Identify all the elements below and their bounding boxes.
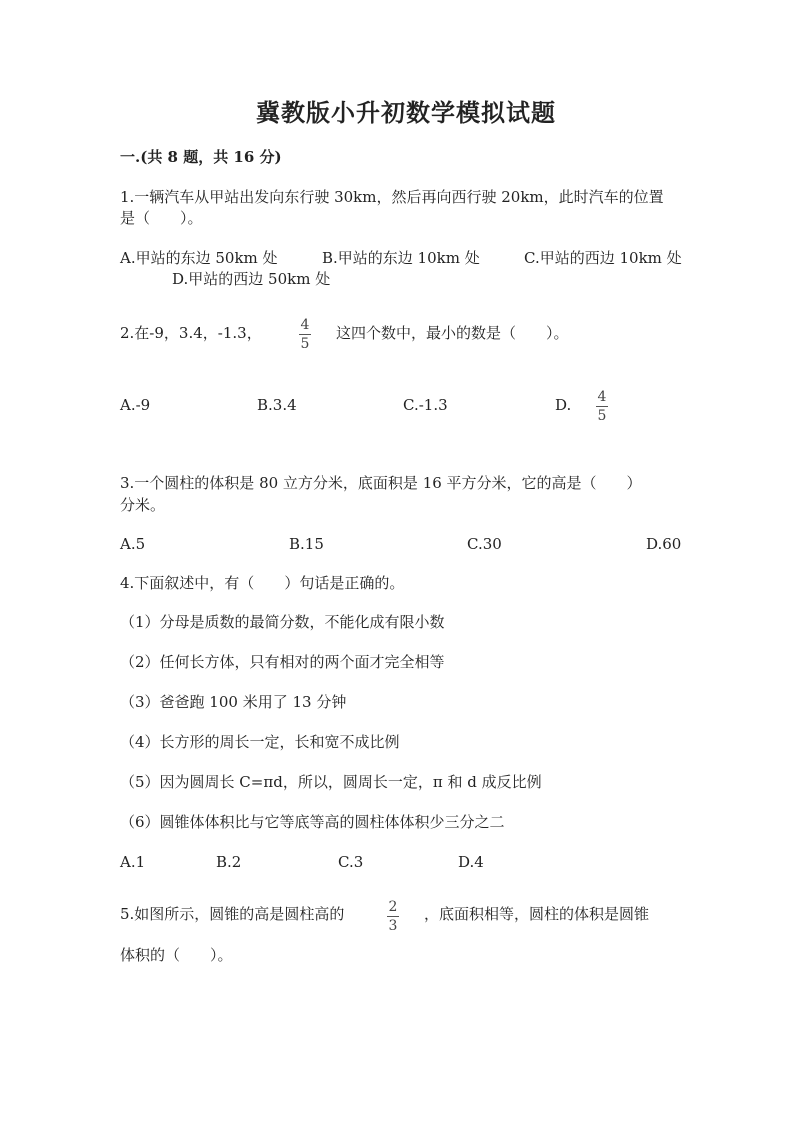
q5-fraction (387, 900, 399, 933)
q5-stem-line2: 体积的（ ）。 (120, 946, 233, 964)
q4-statement-5: （5）因为圆周长 C=πd，所以，圆周长一定，π 和 d 成反比例 (120, 773, 542, 791)
q3-stem-line1: 3.一个圆柱的体积是 80 立方分米，底面积是 16 平方分米，它的高是（ ） (120, 474, 642, 492)
q4-statement-6: （6）圆锥体体积比与它等底等高的圆柱体体积少三分之二 (120, 813, 505, 831)
q1-option-b[interactable]: B.甲站的东边 10km 处 (322, 249, 480, 267)
q1-stem-line1: 1.一辆汽车从甲站出发向东行驶 30km，然后再向西行驶 20km，此时汽车的位置 (120, 188, 664, 206)
q3-option-a[interactable]: A.5 (120, 535, 146, 553)
section-header: 一.(共 8 题，共 16 分) (120, 148, 282, 166)
q4-statement-4: （4）长方形的周长一定，长和宽不成比例 (120, 733, 400, 751)
q4-statement-3: （3）爸爸跑 100 米用了 13 分钟 (120, 693, 347, 711)
q4-option-a[interactable]: A.1 (120, 853, 146, 871)
q2-option-d-denominator: 5 (597, 408, 607, 424)
q4-statement-1: （1）分母是质数的最简分数，不能化成有限小数 (120, 613, 445, 631)
q2-option-d-numerator: 4 (597, 389, 607, 405)
q2-option-c[interactable]: C.-1.3 (403, 396, 448, 414)
q5-stem-a: 5.如图所示，圆锥的高是圆柱高的 (120, 905, 345, 923)
q5-fraction-numerator: 2 (388, 899, 398, 915)
q2-stem-b: 这四个数中，最小的数是（ ）。 (336, 324, 569, 342)
q4-stem: 4.下面叙述中，有（ ）句话是正确的。 (120, 574, 405, 592)
q2-option-d-fraction (596, 390, 608, 423)
q2-fraction (299, 318, 311, 351)
q3-option-d[interactable]: D.60 (646, 535, 682, 553)
q4-option-d[interactable]: D.4 (458, 853, 484, 871)
page-title: 冀教版小升初数学模拟试题 (256, 98, 556, 127)
q3-option-c[interactable]: C.30 (467, 535, 502, 553)
q1-option-c[interactable]: C.甲站的西边 10km 处 (524, 249, 682, 267)
q5-fraction-denominator: 3 (388, 918, 398, 934)
q2-option-a[interactable]: A.-9 (120, 396, 151, 414)
fraction-bar (299, 334, 311, 335)
q2-fraction-denominator: 5 (300, 336, 310, 352)
q2-option-b[interactable]: B.3.4 (257, 396, 297, 414)
q2-stem-a: 2.在-9，3.4，-1.3， (120, 324, 262, 342)
fraction-bar (387, 916, 399, 917)
q2-fraction-numerator: 4 (300, 317, 310, 333)
q3-option-b[interactable]: B.15 (289, 535, 324, 553)
q4-statement-2: （2）任何长方体，只有相对的两个面才完全相等 (120, 653, 445, 671)
q2-option-d[interactable]: D. (555, 396, 572, 414)
q1-option-d[interactable]: D.甲站的西边 50km 处 (172, 270, 331, 288)
fraction-bar (596, 406, 608, 407)
q5-stem-b: ，底面积相等，圆柱的体积是圆锥 (424, 905, 650, 923)
q3-stem-line2: 分米。 (120, 496, 166, 514)
q1-option-a[interactable]: A.甲站的东边 50km 处 (120, 249, 278, 267)
q1-stem-line2: 是（ ）。 (120, 209, 203, 227)
q4-option-c[interactable]: C.3 (338, 853, 364, 871)
q4-option-b[interactable]: B.2 (216, 853, 242, 871)
